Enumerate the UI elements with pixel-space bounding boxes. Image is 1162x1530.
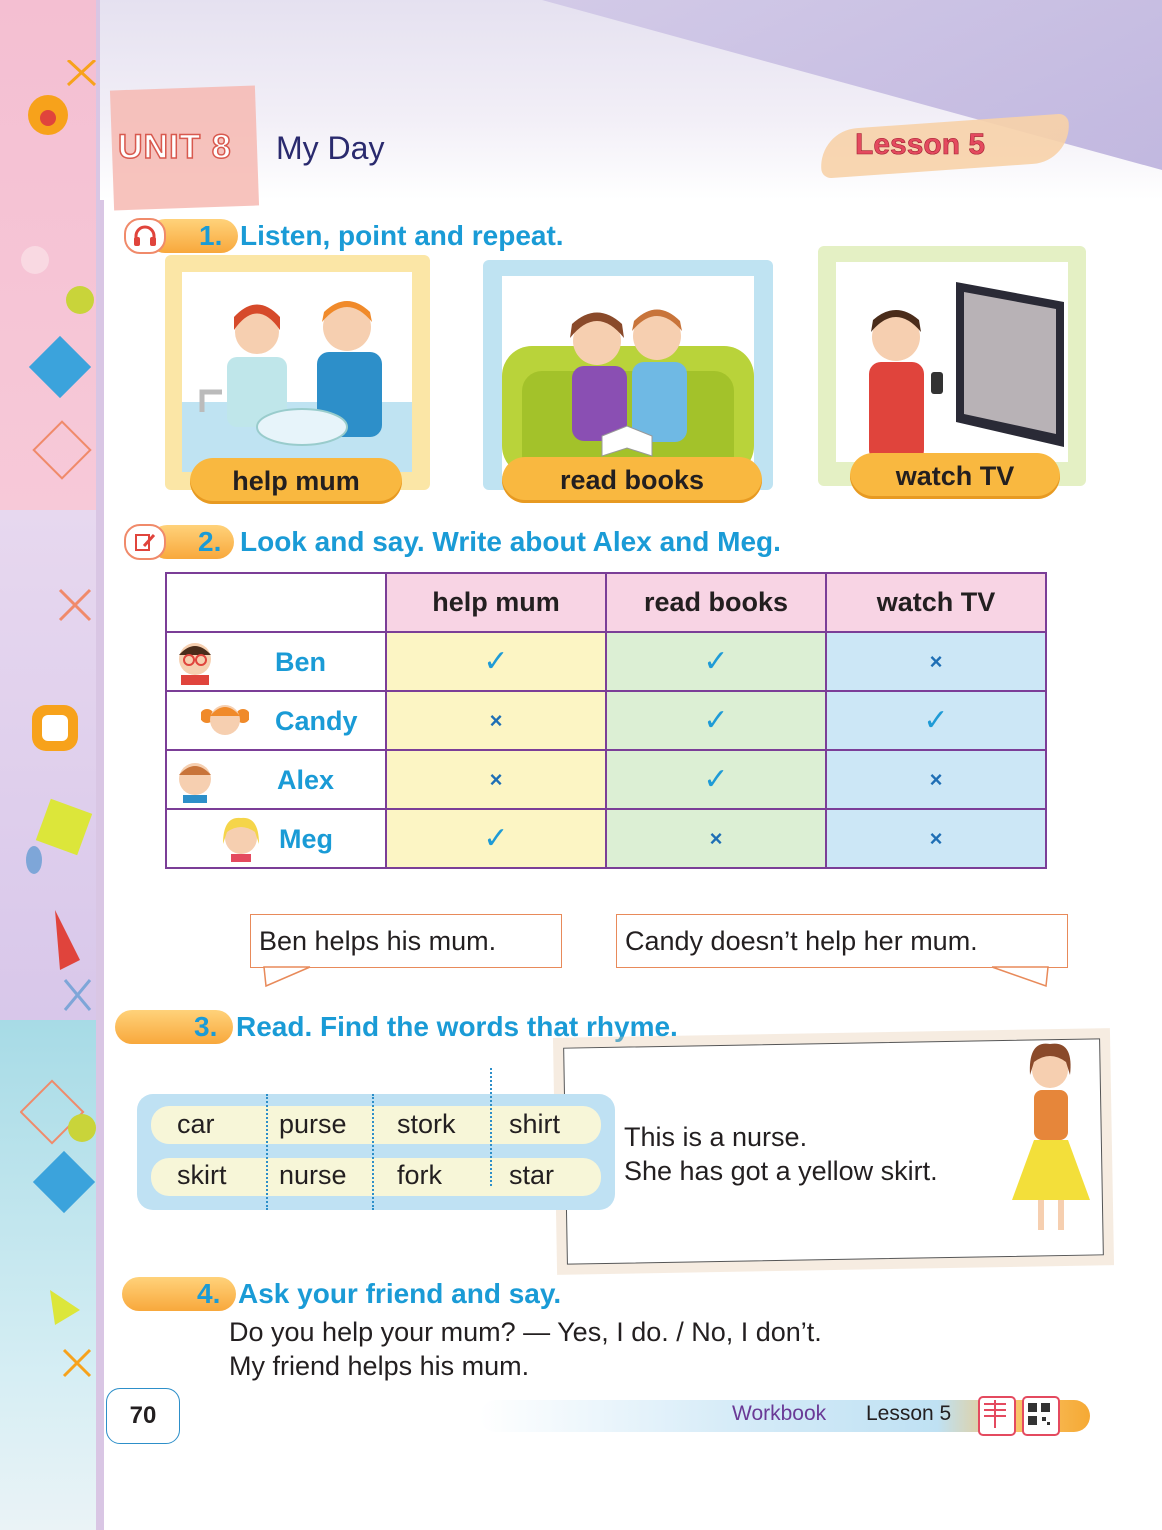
- mark-cell: [826, 632, 1046, 691]
- cross-mark: ×: [709, 825, 723, 851]
- mark-cell: [826, 691, 1046, 750]
- mark-cell: [386, 691, 606, 750]
- row-name-cell: [166, 691, 386, 750]
- word: car: [177, 1109, 215, 1139]
- mark-cell: [386, 809, 606, 868]
- word: purse: [279, 1109, 347, 1139]
- check-mark: ✓: [483, 645, 509, 678]
- student-name: Meg: [279, 824, 333, 854]
- speech-bubble-candy: Candy doesn’t help her mum.: [616, 914, 1068, 968]
- table-row: [166, 632, 1046, 691]
- ex1-number: 1.: [199, 220, 223, 251]
- ben-avatar: [171, 637, 219, 685]
- mark-cell: [606, 750, 826, 809]
- book-icon[interactable]: [978, 1396, 1016, 1436]
- ex1-title: Listen, point and repeat.: [240, 220, 564, 251]
- student-name: Alex: [277, 765, 335, 795]
- dialogue-line-1: Do you help your mum? — Yes, I do. / No, I don’t.: [229, 1317, 822, 1347]
- word: stork: [397, 1109, 456, 1139]
- card-label-watch-tv: watch TV: [850, 453, 1060, 499]
- ex3-number: 3.: [194, 1011, 218, 1042]
- decorative-shapes: [20, 60, 100, 1440]
- check-mark: ✓: [483, 822, 509, 855]
- divider: [372, 1094, 374, 1210]
- cross-mark: ×: [929, 825, 943, 851]
- mark-cell: [606, 809, 826, 868]
- row-name-cell: [166, 632, 386, 691]
- table-row: [166, 809, 1046, 868]
- workbook-link[interactable]: Workbook: [732, 1402, 827, 1425]
- qr-code-icon[interactable]: [1022, 1396, 1060, 1436]
- column-read-books: read books: [606, 573, 826, 632]
- check-mark: ✓: [703, 763, 729, 796]
- column-help-mum: help mum: [386, 573, 606, 632]
- word: shirt: [509, 1109, 561, 1139]
- table-row: [166, 750, 1046, 809]
- cross-mark: ×: [929, 648, 943, 674]
- table-row: [166, 691, 1046, 750]
- help-mum-illustration: [182, 272, 412, 472]
- speech-bubble-ben: Ben helps his mum.: [250, 914, 562, 968]
- card-label-help-mum: help mum: [190, 458, 402, 504]
- card-label-read-books: read books: [502, 457, 762, 503]
- divider: [490, 1068, 492, 1186]
- cross-mark: ×: [489, 707, 503, 733]
- cross-mark: ×: [929, 766, 943, 792]
- row-name-cell: [166, 809, 386, 868]
- mark-cell: [386, 632, 606, 691]
- watch-tv-illustration: [836, 262, 1068, 462]
- alex-avatar: [171, 755, 219, 803]
- mark-cell: [826, 809, 1046, 868]
- word: nurse: [279, 1160, 347, 1190]
- cross-mark: ×: [489, 766, 503, 792]
- student-name: Candy: [275, 706, 358, 736]
- nurse-illustration: [1008, 1040, 1100, 1236]
- meg-avatar: [217, 814, 265, 862]
- bubble-tail-candy: [990, 966, 1050, 988]
- lesson-label: Lesson 5: [855, 128, 986, 161]
- ex4-title: Ask your friend and say.: [238, 1278, 562, 1309]
- read-books-illustration: [502, 276, 754, 476]
- mark-cell: [606, 632, 826, 691]
- check-mark: ✓: [703, 704, 729, 737]
- word: skirt: [177, 1160, 227, 1190]
- footer-lesson: Lesson 5: [866, 1402, 952, 1425]
- mark-cell: [386, 750, 606, 809]
- pencil-notebook-icon: [124, 524, 166, 560]
- ex3-title: Read. Find the words that rhyme.: [236, 1011, 678, 1042]
- student-name: Ben: [275, 647, 327, 677]
- left-decorative-strip: [0, 0, 100, 1530]
- candy-avatar: [201, 696, 249, 744]
- word: star: [509, 1160, 555, 1190]
- ex2-number: 2.: [198, 526, 222, 557]
- mark-cell: [606, 691, 826, 750]
- table-header-row: [166, 573, 1046, 632]
- bubble-tail-ben: [262, 966, 312, 988]
- note-line-1: This is a nurse.: [624, 1122, 808, 1152]
- mark-cell: [826, 750, 1046, 809]
- column-watch-tv: watch TV: [826, 573, 1046, 632]
- check-mark: ✓: [923, 704, 949, 737]
- page-number: 70: [106, 1388, 180, 1444]
- divider: [266, 1094, 268, 1210]
- table-corner: [166, 573, 386, 632]
- headphones-icon: [124, 218, 166, 254]
- note-line-2: She has got a yellow skirt.: [624, 1156, 938, 1186]
- unit-label: UNIT 8: [118, 128, 232, 166]
- unit-name: My Day: [276, 130, 385, 166]
- activities-table: [165, 572, 1047, 869]
- ex4-number: 4.: [197, 1278, 221, 1309]
- row-name-cell: [166, 750, 386, 809]
- check-mark: ✓: [703, 645, 729, 678]
- dialogue-line-2: My friend helps his mum.: [229, 1351, 530, 1381]
- word: fork: [397, 1160, 443, 1190]
- ex2-title: Look and say. Write about Alex and Meg.: [240, 526, 781, 557]
